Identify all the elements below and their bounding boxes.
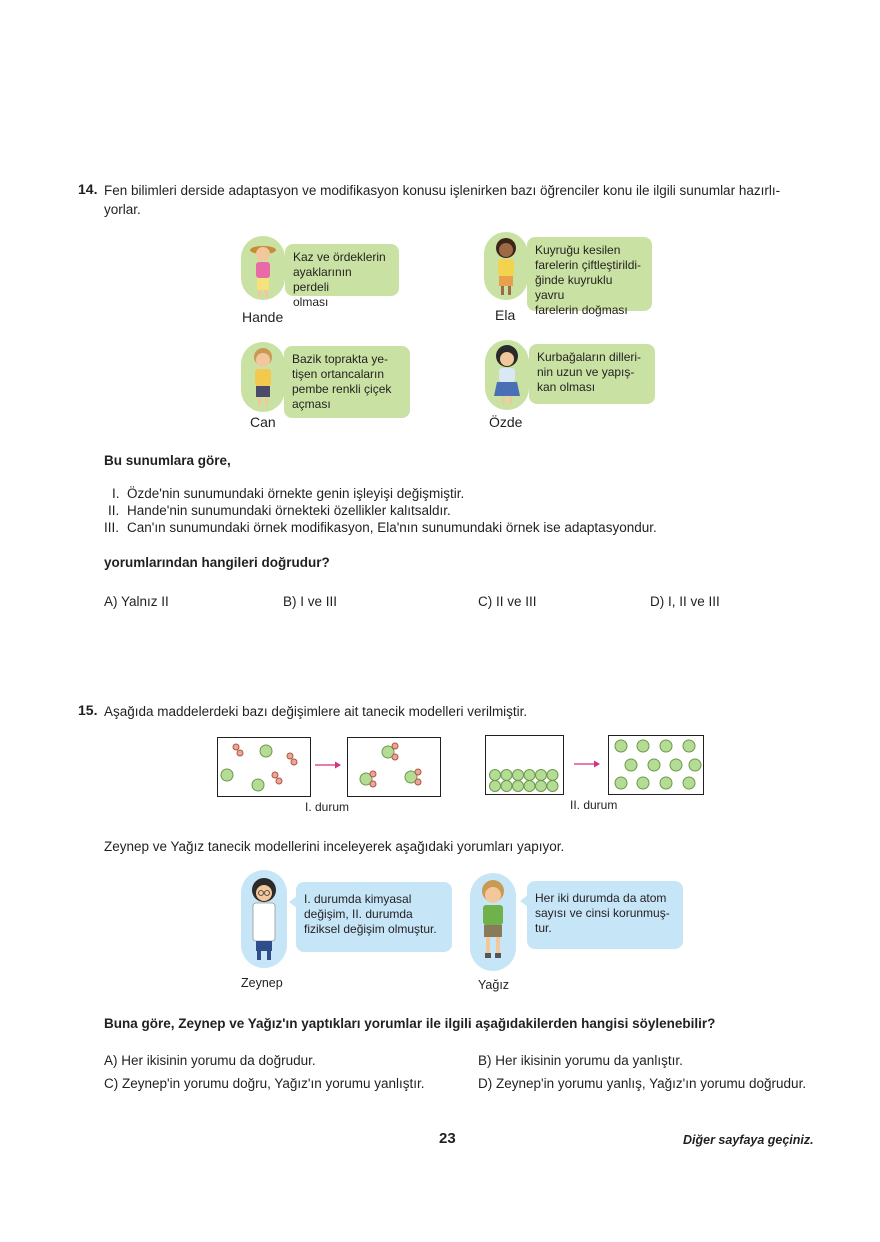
ozde-avatar — [485, 340, 529, 410]
case-2-after-particles — [609, 736, 703, 794]
hande-name: Hande — [242, 309, 284, 325]
ela-figure-icon — [484, 232, 528, 300]
case-1-after-particles — [348, 738, 440, 796]
can-bubble-line-1: Bazik toprakta ye- — [292, 352, 389, 366]
ela-bubble-line-1: Kuyruğu kesilen — [535, 243, 621, 257]
case-1-arrow-icon — [314, 760, 342, 770]
ozde-name: Özde — [489, 414, 523, 430]
page-number: 23 — [439, 1130, 456, 1147]
ozde-bubble-line-2: nin uzun ve yapış- — [537, 365, 635, 379]
yagiz-name: Yağız — [478, 978, 510, 992]
case-1-after-box — [347, 737, 441, 797]
question-15-stem: Aşağıda maddelerdeki bazı değişimlere ait tanecik modelleri verilmiştir. — [104, 704, 528, 719]
ozde-bubble-line-1: Kurbağaların dilleri- — [537, 350, 642, 364]
yagiz-bubble-line-3: tur. — [535, 921, 552, 935]
case-1-before-box — [217, 737, 311, 797]
yagiz-avatar — [470, 873, 516, 971]
hande-bubble-line-3: olması — [293, 295, 329, 309]
yagiz-bubble-line-2: sayısı ve cinsi korunmuş- — [535, 906, 670, 920]
q14-option-d[interactable]: D) I, II ve III — [650, 594, 720, 609]
statement-2-number: II. — [108, 503, 120, 518]
ozde-figure-icon — [485, 340, 529, 410]
ela-name: Ela — [495, 307, 516, 323]
question-14-lead: Bu sunumlara göre, — [104, 453, 231, 468]
statement-3-number: III. — [104, 520, 120, 535]
ela-bubble-line-3: ğinde kuyruklu yavru — [535, 273, 613, 302]
case-2-arrow-icon — [573, 759, 601, 769]
ela-bubble-line-2: farelerin çiftleştirildi- — [535, 258, 642, 272]
can-name: Can — [250, 414, 276, 430]
hande-bubble-line-1: Kaz ve ördeklerin — [293, 250, 386, 264]
q15-option-c[interactable]: C) Zeynep'in yorumu doğru, Yağız'ın yorumu yanlıştır. — [104, 1076, 425, 1091]
zeynep-name: Zeynep — [241, 976, 283, 990]
case-1-label: I. durum — [305, 800, 350, 814]
yagiz-speech-bubble — [527, 881, 683, 949]
case-2-before-box — [485, 735, 564, 795]
question-14-number: 14. — [78, 181, 98, 197]
ela-speech-bubble — [527, 237, 652, 317]
q15-option-a[interactable]: A) Her ikisinin yorumu da doğrudur. — [104, 1053, 316, 1068]
yagiz-figure-icon — [470, 873, 516, 971]
q14-option-c[interactable]: C) II ve III — [478, 594, 537, 609]
zeynep-bubble-line-1: I. durumda kimyasal — [304, 892, 412, 906]
zeynep-bubble-line-2: değişim, II. durumda — [304, 907, 413, 921]
q14-option-a[interactable]: A) Yalnız II — [104, 594, 169, 609]
statement-2-text: Hande'nin sunumundaki örnekteki özellikler kalıtsaldır. — [127, 503, 451, 518]
question-14-stem — [104, 181, 834, 219]
case-2-label: II. durum — [570, 798, 618, 812]
can-bubble-line-4: açması — [292, 397, 331, 411]
can-bubble-line-2: tişen ortancaların — [292, 367, 385, 381]
next-page-note: Diğer sayfaya geçiniz. — [683, 1133, 814, 1147]
yagiz-bubble-line-1: Her iki durumda da atom — [535, 891, 667, 905]
zeynep-bubble-line-3: fiziksel değişim olmuştur. — [304, 922, 437, 936]
question-14-stem-line-2: yorlar. — [104, 202, 141, 217]
q15-option-b[interactable]: B) Her ikisinin yorumu da yanlıştır. — [478, 1053, 683, 1068]
can-bubble-line-3: pembe renkli çiçek — [292, 382, 392, 396]
statement-3-text: Can'ın sunumundaki örnek modifikasyon, Ela'nın sunumundaki örnek ise adaptasyondur. — [127, 520, 657, 535]
question-14-stem-line-1: Fen bilimleri derside adaptasyon ve modifikasyon konusu işlenirken bazı öğrenciler konu ile ilgili sunumlar hazırlı- — [104, 183, 781, 198]
hande-bubble-line-2: ayaklarının perdeli — [293, 265, 352, 294]
case-2-after-box — [608, 735, 704, 795]
can-figure-icon — [241, 342, 285, 412]
q14-option-b[interactable]: B) I ve III — [283, 594, 338, 609]
case-2-before-particles — [486, 736, 563, 794]
ozde-speech-bubble — [529, 344, 655, 404]
statement-1-number: I. — [112, 486, 120, 501]
question-15-intro: Zeynep ve Yağız tanecik modellerini inceleyerek aşağıdaki yorumları yapıyor. — [104, 839, 565, 854]
question-15-number: 15. — [78, 702, 98, 718]
case-1-before-particles — [218, 738, 310, 796]
ela-avatar — [484, 232, 528, 300]
q15-option-d[interactable]: D) Zeynep'in yorumu yanlış, Yağız'ın yorumu doğrudur. — [478, 1076, 807, 1091]
zeynep-speech-bubble — [296, 882, 452, 952]
zeynep-avatar — [241, 870, 287, 968]
question-15-question: Buna göre, Zeynep ve Yağız'ın yaptıkları yorumlar ile ilgili aşağıdakilerden hangisi söylenebilir? — [104, 1016, 716, 1031]
ozde-bubble-line-3: kan olması — [537, 380, 596, 394]
can-avatar — [241, 342, 285, 412]
zeynep-figure-icon — [241, 870, 287, 968]
hande-speech-bubble — [285, 244, 399, 309]
ela-bubble-line-4: farelerin doğması — [535, 303, 628, 317]
question-14-question: yorumlarından hangileri doğrudur? — [104, 555, 330, 570]
can-speech-bubble — [284, 346, 410, 418]
statement-1-text: Özde'nin sunumundaki örnekte genin işleyişi değişmiştir. — [127, 486, 465, 501]
